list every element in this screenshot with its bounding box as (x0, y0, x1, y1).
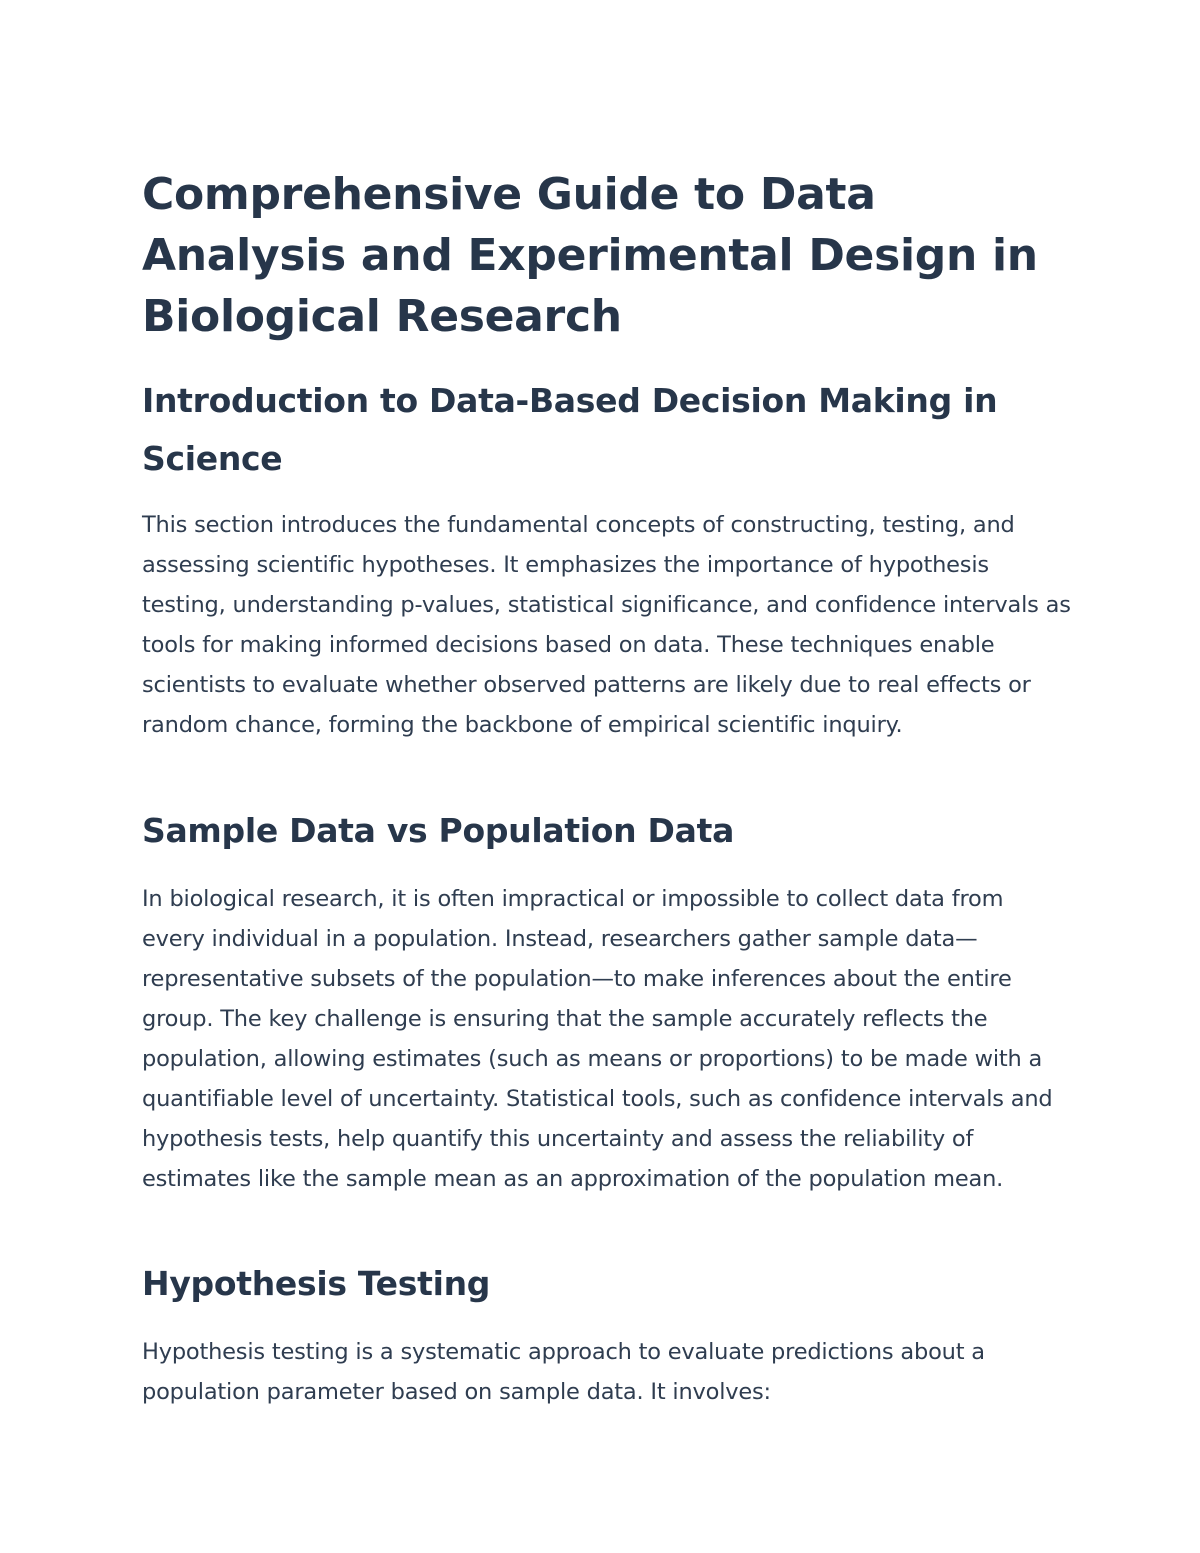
section-heading-introduction: Introduction to Data-Based Decision Making in Science (142, 381, 998, 478)
document-title: Comprehensive Guide to Data Analysis and Experimental Design in Biological Research (142, 169, 1038, 342)
section-heading-hypothesis-testing: Hypothesis Testing (142, 1264, 491, 1303)
section-heading-sample-vs-population: Sample Data vs Population Data (142, 811, 735, 850)
section-body-sample-vs-population: In biological research, it is often impractical or impossible to collect data from every individual in a population. Instead, researchers gather sample data—representative subsets of the population—to make inferences about the entire group. The key challenge is ensuring that the sample accurately reflects the population, allowing estimates (such as means or proportions) to be made with a quantifiable level of uncertainty. Statistical tools, such as confidence intervals and hypothesis tests, help quantify this uncertainty and assess the reliability of estimates like the sample mean as an approximation of the population mean. (142, 886, 1053, 1192)
section-body-hypothesis-testing: Hypothesis testing is a systematic approach to evaluate predictions about a population parameter based on sample data. It involves: (142, 1339, 985, 1405)
section-body-introduction: This section introduces the fundamental concepts of constructing, testing, and assessing scientific hypotheses. It emphasizes the importance of hypothesis testing, understanding p-values, statistical significance, and confidence intervals as tools for making informed decisions based on data. These techniques enable scientists to evaluate whether observed patterns are likely due to real effects or random chance, forming the backbone of empirical scientific inquiry. (142, 512, 1071, 738)
